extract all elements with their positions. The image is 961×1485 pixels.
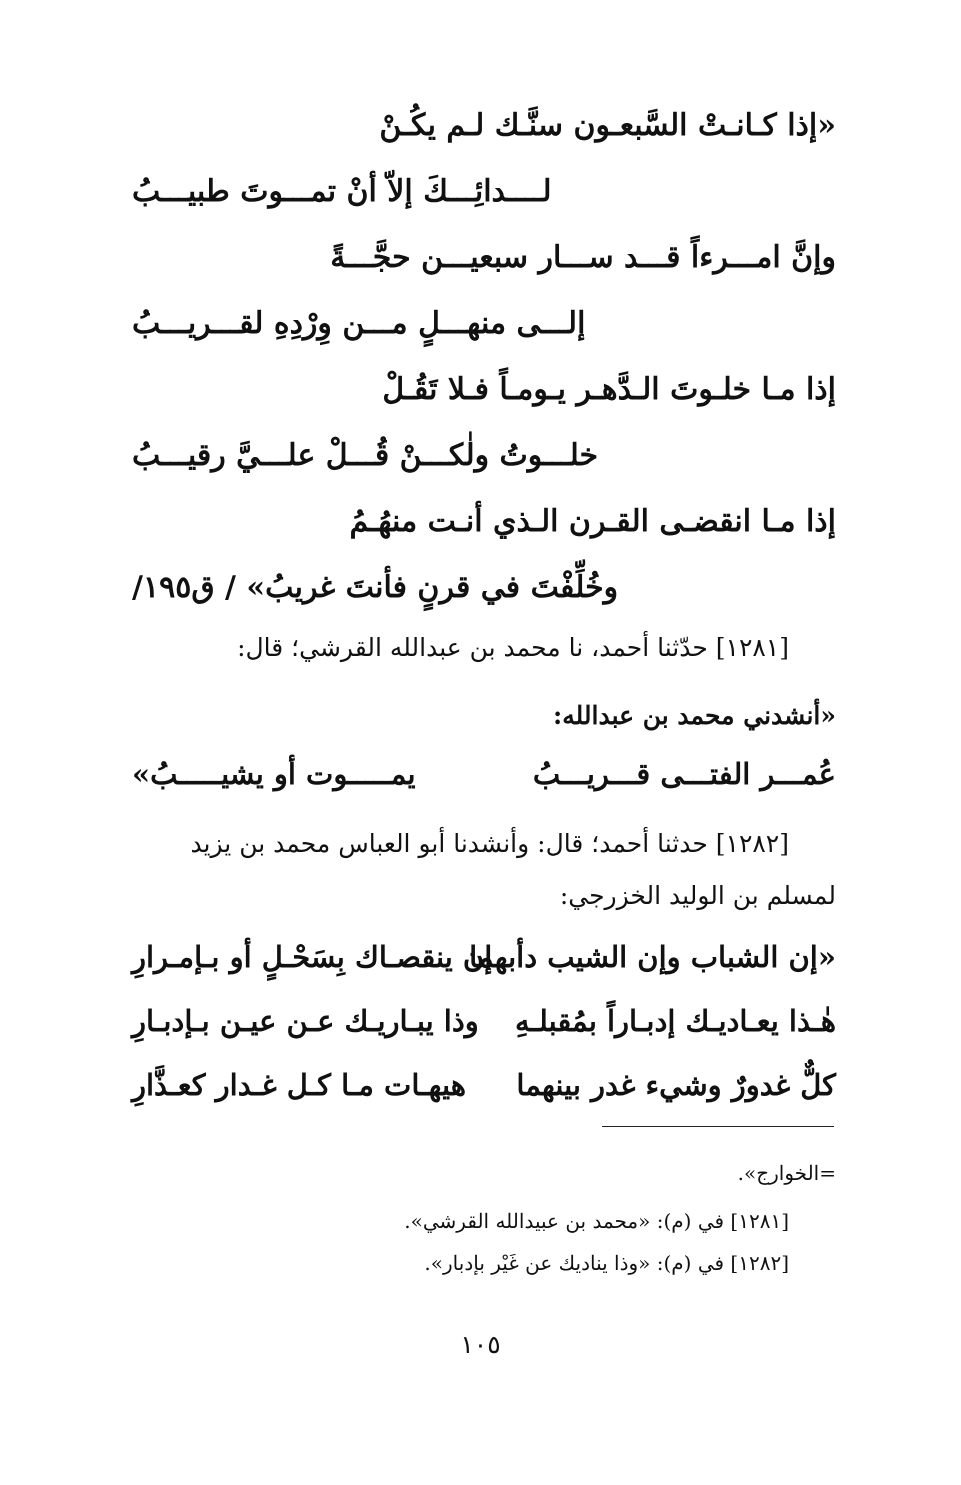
verse-pair xyxy=(132,1004,836,1048)
verse-hemistich-right: هٰـذا يعـاديـك إدبـاراً بمُقبلـهِ xyxy=(514,1004,836,1038)
footnote-separator xyxy=(602,1126,834,1127)
poem-line: وإنَّ امـــرءاً قـــد ســـار سبعيـــن حجَّـــةً xyxy=(330,240,836,275)
poem-line: خلـــوتُ ولٰكـــنْ قُـــلْ علـــيَّ رقيـــبُ xyxy=(132,438,599,473)
page-number: ١٠٥ xyxy=(460,1330,501,1359)
verse-hemistich-left: وذا يبـاريـك عـن عيـن بـإدبـارِ xyxy=(132,1004,479,1038)
poem-line: وخُلِّفْتَ في قرنٍ فأنتَ غريبُ» / ق١٩٥/ xyxy=(132,570,619,605)
poem-line: «إذا كـانـتْ السَّبعـون سنَّـك لـم يكُـنْ xyxy=(379,108,836,143)
hadith-1282-chain-cont: لمسلم بن الوليد الخزرجي: xyxy=(559,881,836,910)
poem-line: لــــدائِـــكَ إلاّ أنْ تمـــوتَ طبيـــبُ xyxy=(132,174,552,209)
verse-hemistich-left: يمـــــوت أو يشيـــــبُ» xyxy=(132,757,416,791)
poem-line: إذا مـا خلـوتَ الـدَّهـر يـومـاً فـلا تَقُـلْ xyxy=(382,372,836,407)
verse-hemistich-right: «إن الشباب وإن الشيب دأبهما xyxy=(469,940,836,974)
poem-line: إذا مـا انقضـى القـرن الـذي أنـت منهُـمُ xyxy=(349,504,836,539)
verse-pair xyxy=(132,757,836,801)
footnote: [١٢٨٢] في (م): «وذا يناديك عن غَيْر بإدبار». xyxy=(424,1251,789,1275)
verse-hemistich-left: هيهـات مـا كـل غـدار كعـذَّارِ xyxy=(132,1068,467,1102)
verse-hemistich-left: إن ينقصـاك بِسَحْـلٍ أو بـإمـرارِ xyxy=(132,940,493,974)
hadith-1281-chain: [١٢٨١] حدّثنا أحمد، نا محمد بن عبدالله القرشي؛ قال: xyxy=(237,633,789,662)
hadith-1281-intro: «أنشدني محمد بن عبدالله: xyxy=(552,701,836,730)
verse-hemistich-right: عُمـــر الفتـــى قـــريـــبُ xyxy=(532,757,836,791)
verse-hemistich-right: كلٌّ غدورٌ وشيء غدر بينهما xyxy=(516,1068,836,1102)
verse-pair xyxy=(132,1068,836,1112)
verse-pair xyxy=(132,940,836,984)
footnote: =الخوارج». xyxy=(737,1161,836,1185)
footnote: [١٢٨١] في (م): «محمد بن عبيدالله القرشي». xyxy=(404,1209,789,1233)
hadith-1282-chain: [١٢٨٢] حدثنا أحمد؛ قال: وأنشدنا أبو العباس محمد بن يزيد xyxy=(190,829,789,858)
poem-line: إلـــى منهـــلٍ مـــن وِرْدِهِ لقـــريـــبُ xyxy=(132,306,586,341)
